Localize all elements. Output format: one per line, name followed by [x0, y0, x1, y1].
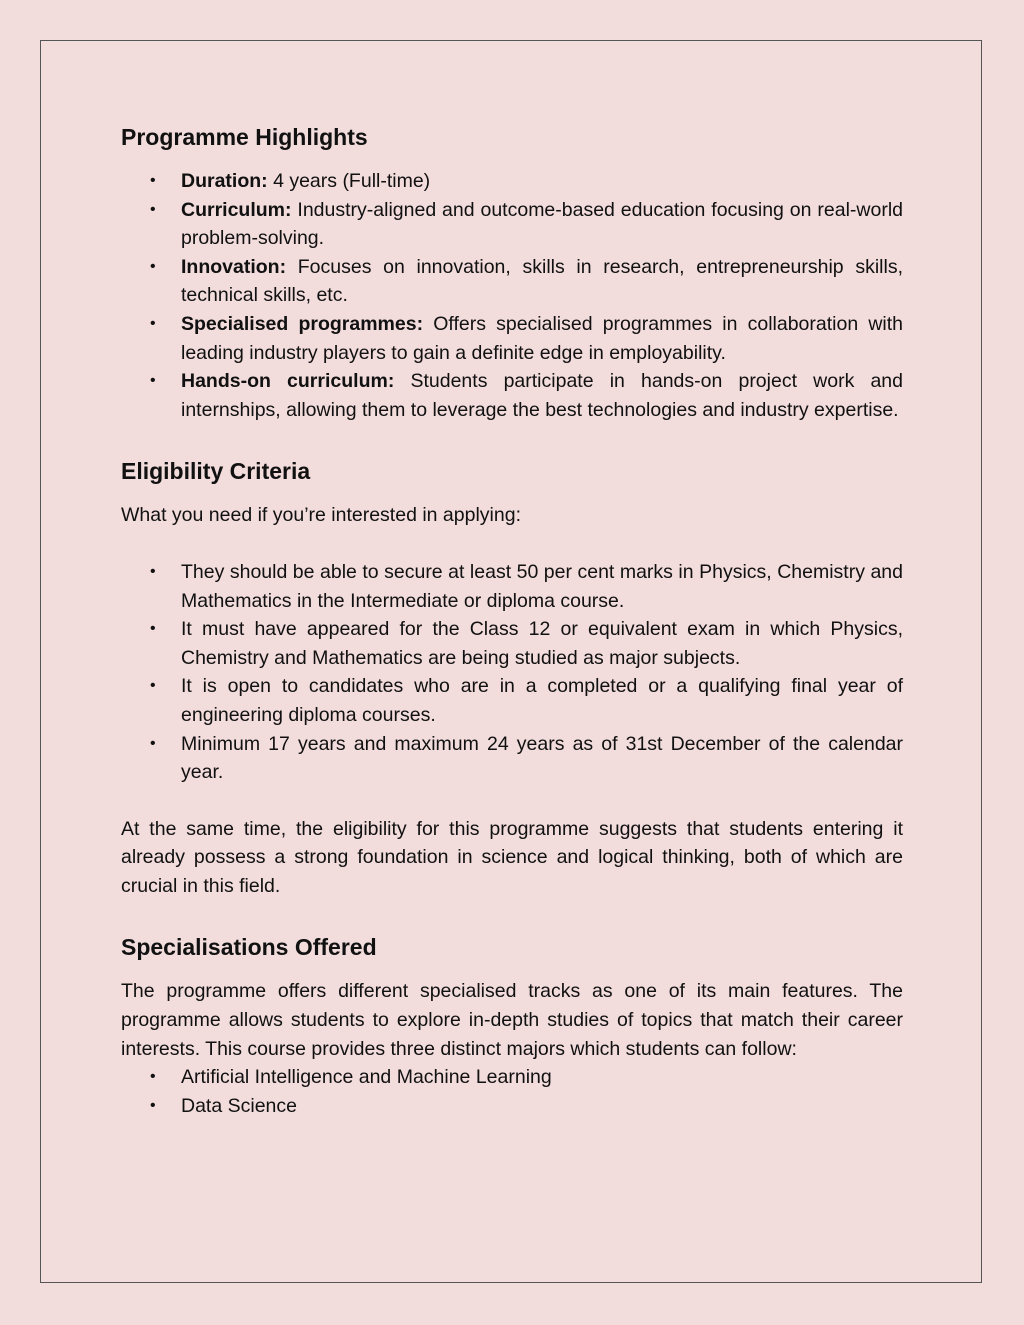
item-text: Offers specialised programmes in collaboration with leading industry players to gain a definite edge in employability. — [181, 312, 903, 364]
list-item: • It is open to candidates who are in a completed or a qualifying final year of engineering diploma courses. — [181, 672, 903, 729]
section-closing: At the same time, the eligibility for this programme suggests that students entering it already possess a strong foundation in science and logical thinking, both of which are crucial in this field. — [121, 817, 903, 897]
section-title: Programme Highlights — [121, 124, 368, 150]
item-text: Students participate in hands-on project work and internships, allowing them to leverage the best technologies and industry expertise. — [181, 370, 903, 421]
item-text: Focuses on innovation, skills in research, entrepreneurship skills, technical skills, etc. — [181, 255, 903, 307]
eligibility-list — [121, 558, 903, 787]
list-item: • It must have appeared for the Class 12 or equivalent exam in which Physics, Chemistry and Mathematics are being studied as major subjects. — [181, 615, 903, 672]
section-programme-highlights — [121, 120, 903, 424]
section-specialisations-offered — [121, 930, 903, 1120]
list-item: • Minimum 17 years and maximum 24 years as of 31st December of the calendar year. — [181, 730, 903, 787]
list-item — [181, 196, 903, 253]
list-item — [181, 367, 903, 424]
highlights-list — [121, 167, 903, 424]
list-item: • Artificial Intelligence and Machine Learning — [181, 1063, 903, 1092]
section-title: Specialisations Offered — [121, 934, 377, 961]
item-label: Duration: — [181, 170, 268, 192]
item-label: Innovation: — [181, 255, 287, 278]
list-item: • They should be able to secure at least 50 per cent marks in Physics, Chemistry and Mathematics in the Intermediate or diploma course. — [181, 558, 903, 615]
list-item — [181, 310, 903, 367]
specialisations-list — [121, 1063, 903, 1120]
section-intro: The programme offers different specialised tracks as one of its main features. The programme allows students to explore in-depth studies of topics that match their career interests. This course provides three distinct majors which students can follow: — [121, 980, 903, 1060]
list-item — [181, 253, 903, 310]
section-eligibility-criteria — [121, 454, 903, 900]
section-title: Eligibility Criteria — [121, 458, 311, 485]
list-item — [181, 167, 903, 196]
item-label: Specialised programmes: — [181, 312, 424, 335]
section-intro: What you need if you’re interested in applying: — [121, 504, 521, 527]
item-label: Hands-on curriculum: — [181, 370, 395, 393]
item-label: Curriculum: — [181, 198, 292, 221]
item-text: 4 years (Full-time) — [267, 170, 431, 192]
document-content — [121, 120, 903, 1120]
item-text: Industry-aligned and outcome-based education focusing on real-world problem-solving. — [181, 198, 903, 250]
list-item: • Data Science — [181, 1092, 903, 1121]
